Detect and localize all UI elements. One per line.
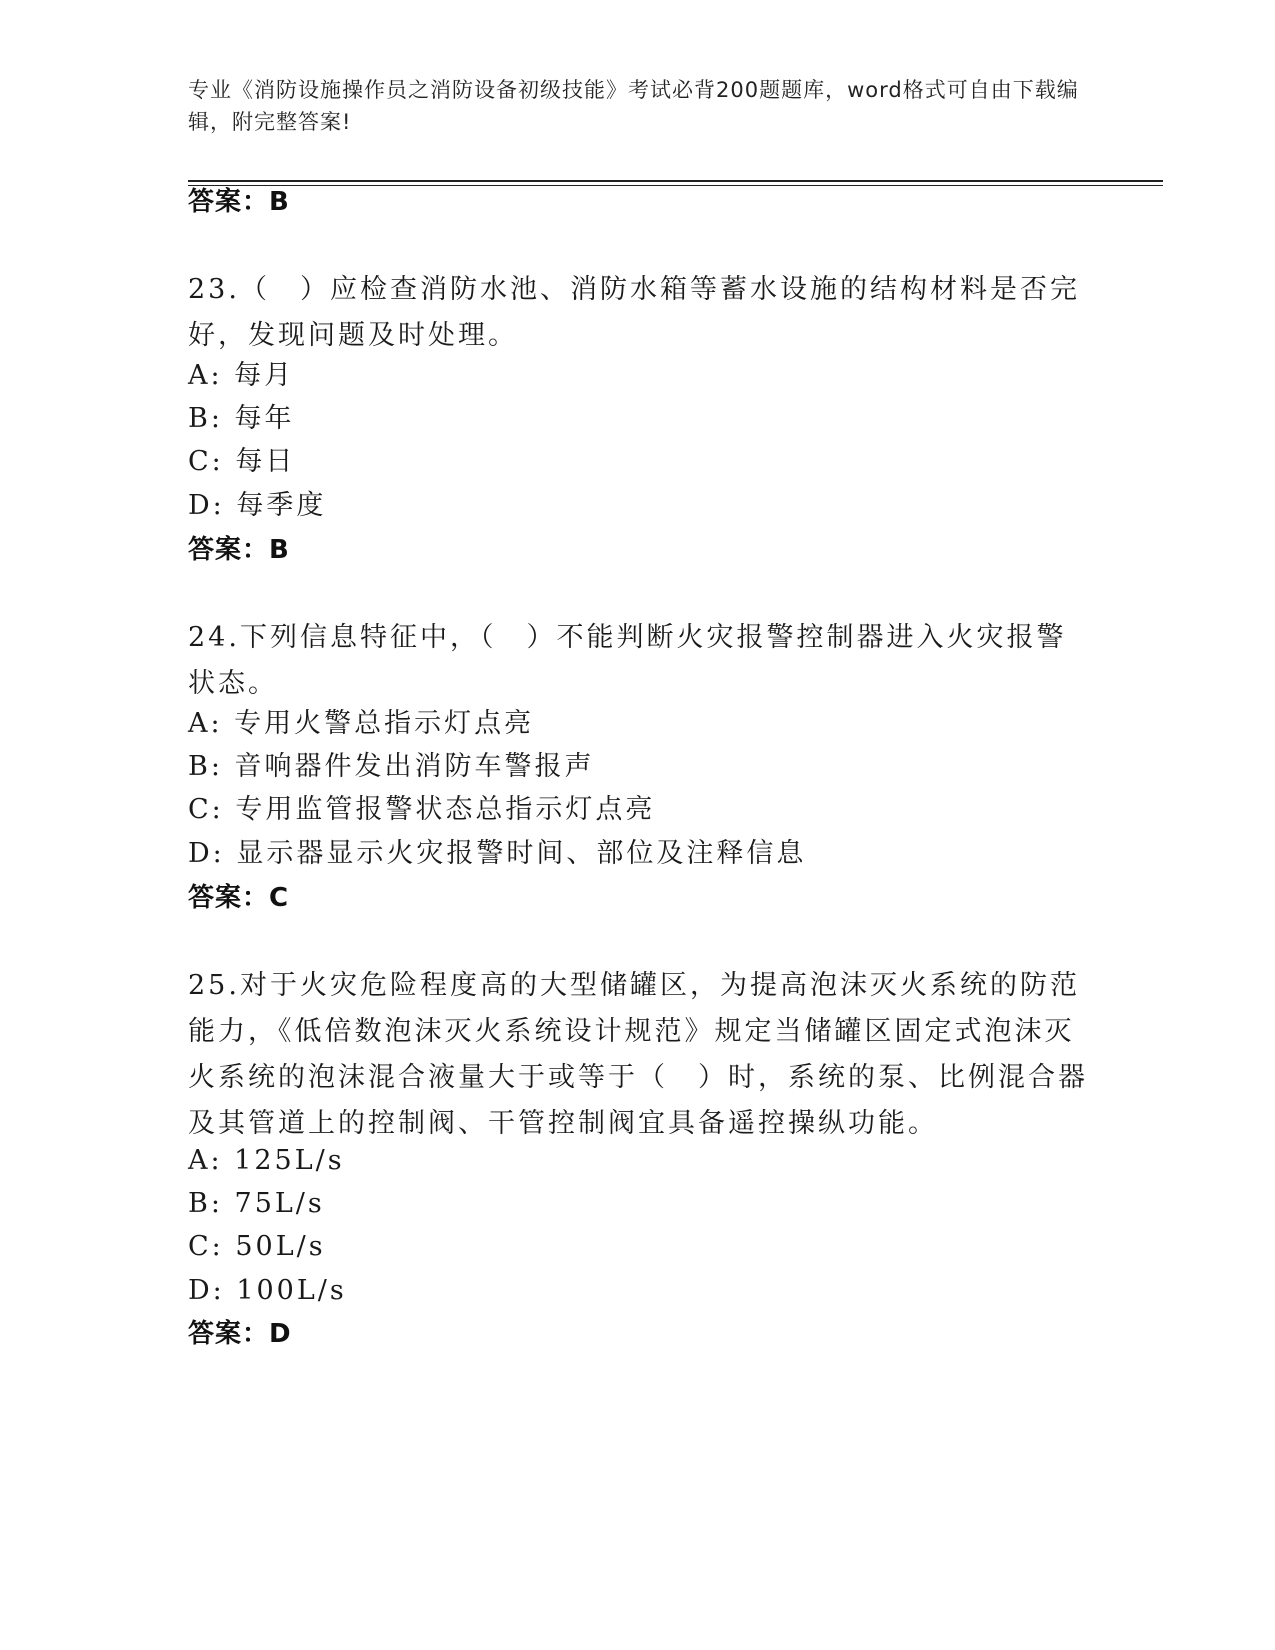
question-25-option-b: B: 75L/s	[188, 1188, 325, 1219]
question-23-option-d: D: 每季度	[188, 490, 327, 521]
question-23-answer: 答案：B	[188, 535, 290, 565]
question-24-option-a: A: 专用火警总指示灯点亮	[188, 708, 535, 739]
question-23-stem: 23.（ ）应检查消防水池、消防水箱等蓄水设施的结构材料是否完好，发现问题及时处理。	[188, 274, 1080, 351]
answer-line: 答案：B	[188, 187, 290, 217]
question-23-option-c: C: 每日	[188, 446, 296, 477]
page-header: 专业《消防设施操作员之消防设备初级技能》考试必背200题题库，word格式可自由下载编辑，附完整答案!	[188, 78, 1079, 134]
question-25-answer: 答案：D	[188, 1319, 292, 1349]
question-24-stem: 24.下列信息特征中，（ ）不能判断火灾报警控制器进入火灾报警状态。	[188, 622, 1067, 699]
question-25-option-a: A: 125L/s	[188, 1145, 345, 1176]
question-25-stem: 25.对于火灾危险程度高的大型储罐区，为提高泡沫灭火系统的防范能力，《低倍数泡沫灭火系统设计规范》规定当储罐区固定式泡沫灭火系统的泡沫混合液量大于或等于（ ）时，系统的泵、比例混合器及其管道上的控制阀、干管控制阀宜具备遥控操纵功能。	[188, 970, 1088, 1139]
question-25-option-d: D: 100L/s	[188, 1275, 347, 1306]
question-24-option-d: D: 显示器显示火灾报警时间、部位及注释信息	[188, 838, 807, 869]
question-24-answer: 答案：C	[188, 883, 290, 913]
question-23-option-b: B: 每年	[188, 403, 295, 434]
question-23-option-a: A: 每月	[188, 360, 295, 391]
question-24-option-c: C: 专用监管报警状态总指示灯点亮	[188, 794, 656, 825]
question-25-option-c: C: 50L/s	[188, 1231, 326, 1262]
question-24-option-b: B: 音响器件发出消防车警报声	[188, 751, 595, 782]
header-divider-thin	[188, 185, 1163, 186]
header-divider-thick	[188, 180, 1163, 182]
